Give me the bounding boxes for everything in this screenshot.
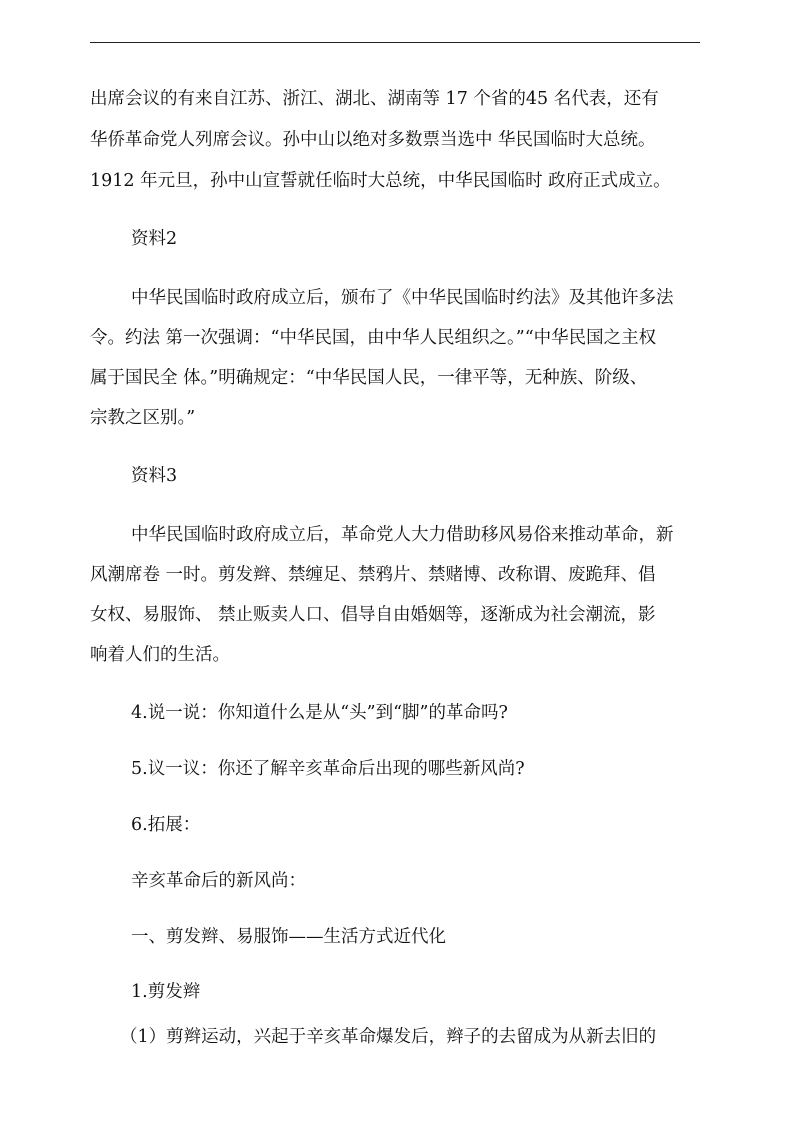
paragraph-line: 1912 年元旦，孙中山宣誓就任临时大总统，中华民国临时 政府正式成立。 xyxy=(90,171,671,191)
paragraph-line: 中华民国临时政府成立后，革命党人大力借助移风易俗来推动革命，新 xyxy=(131,525,674,545)
subsection-heading: 1.剪发辫 xyxy=(131,982,201,1002)
paragraph-line: 华侨革命党人列席会议。孙中山以绝对多数票当选中 华民国临时大总统。 xyxy=(90,130,656,150)
paragraph-line: 响着人们的生活。 xyxy=(90,645,230,665)
paragraph-line: 出席会议的有来自江苏、浙江、湖北、湖南等 17 个省的45 名代表，还有 xyxy=(90,89,659,109)
paragraph-line: 属于国民全 体。”明确规定：“中华民国人民，一律平等，无种族、阶级、 xyxy=(90,368,648,388)
paragraph-line: 女权、易服饰、 禁止贩卖人口、倡导自由婚姻等，逐渐成为社会潮流，影 xyxy=(90,605,656,625)
header-rule xyxy=(90,42,700,43)
paragraph-line: （1）剪辫运动，兴起于辛亥革命爆发后，辫子的去留成为从新去旧的 xyxy=(120,1027,657,1047)
new-customs-heading: 辛亥革命后的新风尚： xyxy=(131,871,306,891)
paragraph-line: 令。约法 第一次强调：“中华民国，由中华人民组织之。”“中华民国之主权 xyxy=(90,328,657,348)
section-heading-material-3: 资料3 xyxy=(131,466,178,486)
paragraph-line: 中华民国临时政府成立后，颁布了《中华民国临时约法》及其他许多法 xyxy=(131,288,674,308)
section-heading-material-2: 资料2 xyxy=(131,229,178,249)
question-4: 4.说一说：你知道什么是从“头”到“脚”的革命吗? xyxy=(131,703,508,723)
question-5: 5.议一议：你还了解辛亥革命后出现的哪些新风尚? xyxy=(131,759,525,779)
paragraph-line: 风潮席卷 一时。剪发辫、禁缠足、禁鸦片、禁赌博、改称谓、废跪拜、倡 xyxy=(90,565,656,585)
extension-heading: 6.拓展： xyxy=(131,815,201,835)
section-one-heading: 一、剪发辫、易服饰——生活方式近代化 xyxy=(131,927,446,947)
paragraph-line: 宗教之区别。” xyxy=(90,408,196,428)
